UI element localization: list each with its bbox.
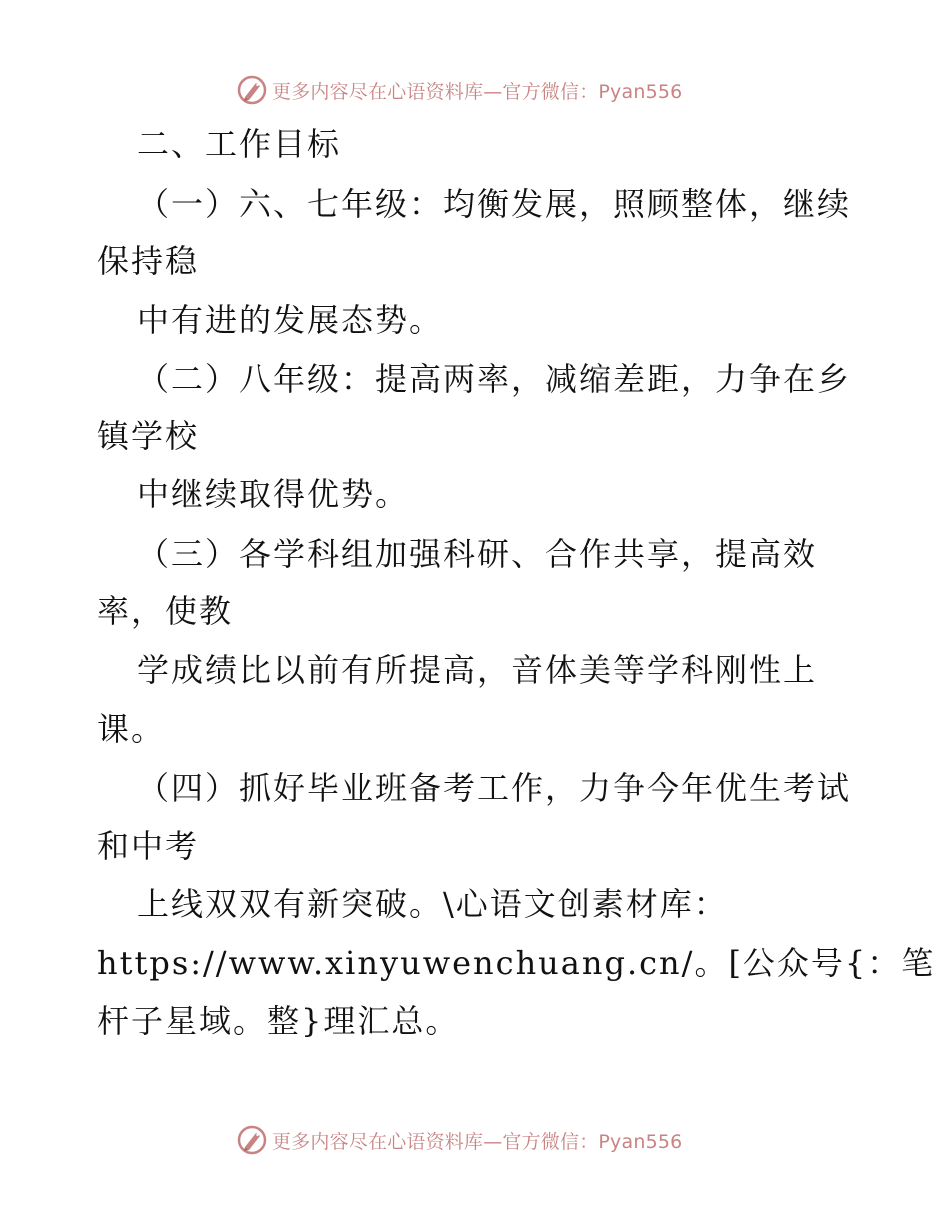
paragraph-line: 杆子星域。整}理汇总。 (97, 1002, 460, 1040)
section-heading: 二、工作目标 (137, 125, 342, 163)
watermark-text: 更多内容尽在心语资料库—官方微信：Pyan556 (272, 1130, 683, 1153)
paragraph-line: （四）抓好毕业班备考工作，力争今年优生考试 (137, 769, 852, 807)
pen-nib-logo-icon (236, 1124, 268, 1156)
paragraph-line: 镇学校 (97, 417, 200, 455)
paragraph-line: 率，使教 (97, 592, 234, 630)
paragraph-line: 学成绩比以前有所提高，音体美等学科刚性上 (137, 651, 818, 689)
paragraph-line: 上线双双有新突破。\心语文创素材库： (137, 885, 728, 923)
paragraph-line: 保持稳 (97, 242, 200, 280)
paragraph-line: （一）六、七年级：均衡发展，照顾整体，继续 (137, 185, 852, 223)
paragraph-line: 中有进的发展态势。 (137, 301, 444, 339)
paragraph-line: 和中考 (97, 827, 200, 865)
paragraph-line: https://www.xinyuwenchuang.cn/。[公众号{：笔 (97, 944, 936, 982)
paragraph-line: （三）各学科组加强科研、合作共享，提高效 (137, 535, 818, 573)
watermark-text: 更多内容尽在心语资料库—官方微信：Pyan556 (272, 80, 683, 103)
paragraph-line: 课。 (97, 710, 166, 748)
paragraph-line: （二）八年级：提高两率，减缩差距，力争在乡 (137, 360, 852, 398)
footer-watermark (236, 1123, 682, 1157)
paragraph-line: 中继续取得优势。 (137, 475, 410, 513)
